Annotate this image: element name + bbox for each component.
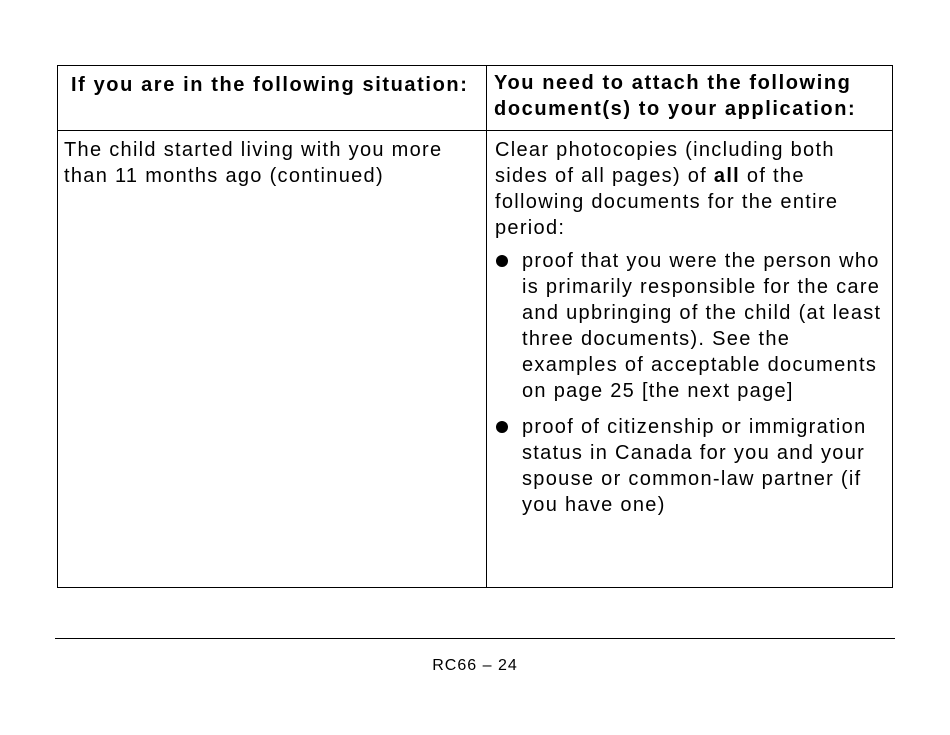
intro-text-start: Clear photocopies (including both sides of all pages) of	[495, 139, 835, 187]
column-divider	[486, 66, 487, 587]
page-number: RC66 – 24	[432, 657, 518, 674]
header-divider	[58, 130, 892, 131]
header-situation: If you are in the following situation:	[71, 74, 469, 96]
header-documents: You need to attach the following document(s) to your application:	[494, 72, 857, 120]
list-item	[495, 248, 891, 404]
documents-cell	[495, 137, 891, 518]
list-item-text: proof of citizenship or immigration status in Canada for you and your spouse or common-law partner (if you have one)	[522, 416, 867, 516]
situation-cell: The child started living with you more than 11 months ago (continued)	[64, 139, 443, 187]
list-item-text: proof that you were the person who is primarily responsible for the care and upbringing of the child (at least three documents). See the examples of acceptable documents on page 25 [the next page]	[522, 250, 882, 402]
bullet-icon	[496, 255, 508, 267]
requirements-table	[57, 65, 893, 588]
intro-text-end: of the following documents for the entire period:	[495, 165, 839, 239]
bullet-icon	[496, 421, 508, 433]
footer-divider	[55, 638, 895, 639]
intro-emphasis: all	[713, 165, 741, 187]
list-item	[495, 414, 891, 518]
documents-list	[495, 248, 891, 518]
documents-intro	[495, 137, 891, 241]
